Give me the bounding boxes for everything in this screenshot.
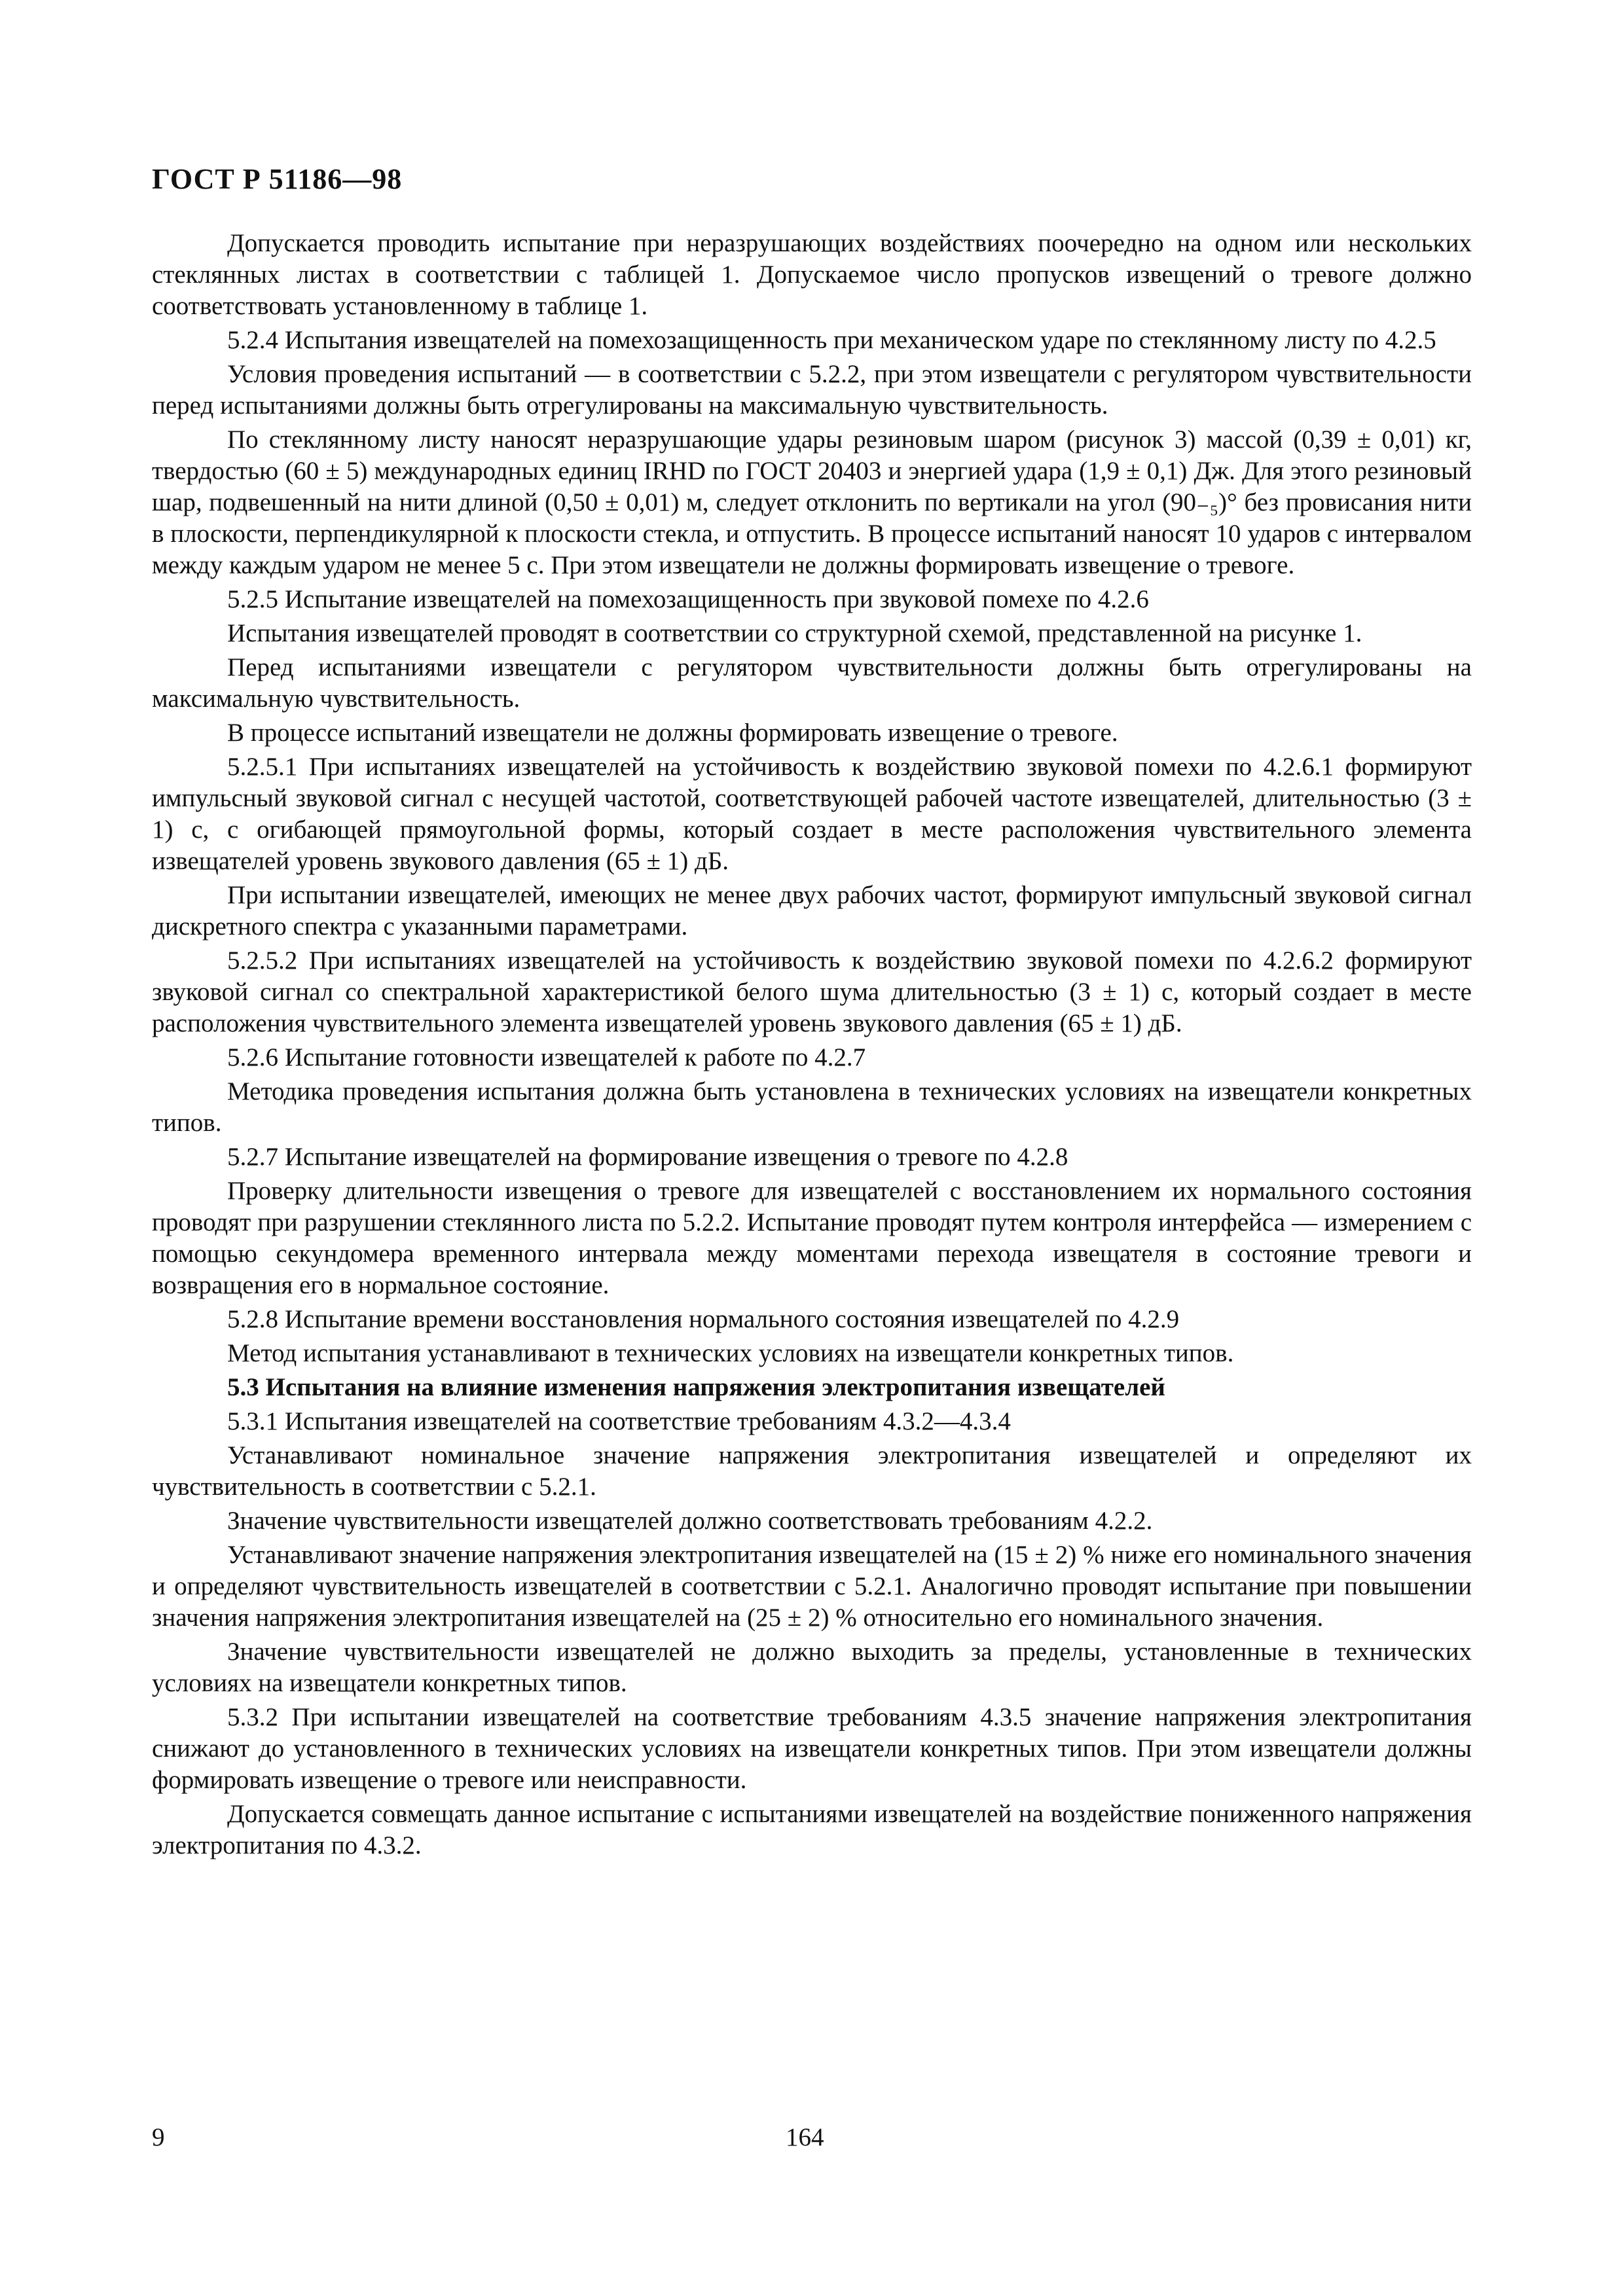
paragraph: Метод испытания устанавливают в технических условиях на извещатели конкретных типов. [227, 1339, 1234, 1367]
paragraph: Перед испытаниями извещатели с регулятором чувствительности должны быть отрегулированы на максимальную чувствительность. [152, 653, 1472, 713]
paragraph: Допускается совмещать данное испытание с испытаниями извещателей на воздействие пониженного напряжения электропитания по 4.3.2. [152, 1800, 1472, 1859]
page-number-center: 164 [786, 2123, 824, 2151]
paragraph: Устанавливают значение напряжения электропитания извещателей на (15 ± 2) % ниже его номинального значения и определяют чувствительность извещателей в соответствии с 5.2.1. Аналогично проводят испытание при повышении значения напряжения электропитания извещателей на (25 ± 2) % относительно его номинального значения. [152, 1541, 1472, 1632]
section-title: 5.3 Испытания на влияние изменения напряжения электропитания извещателей [227, 1373, 1165, 1401]
section-heading: 5.2.5 Испытание извещателей на помехозащищенность при звуковой помехе по 4.2.6 [227, 585, 1149, 613]
section-heading: 5.3.1 Испытания извещателей на соответствие требованиям 4.3.2—4.3.4 [227, 1407, 1011, 1435]
paragraph: Допускается проводить испытание при неразрушающих воздействиях поочередно на одном или нескольких стеклянных листах в соответствии с таблицей 1. Допускаемое число пропусков извещений о тревоге должно соответствовать установленному в таблице 1. [152, 229, 1472, 320]
paragraph: Методика проведения испытания должна быть установлена в технических условиях на извещатели конкретных типов. [152, 1077, 1472, 1137]
section-heading: 5.2.7 Испытание извещателей на формирование извещения о тревоге по 4.2.8 [227, 1143, 1068, 1171]
paragraph: Условия проведения испытаний — в соответствии с 5.2.2, при этом извещатели с регулятором чувствительности перед испытаниями должны быть отрегулированы на максимальную чувствительность. [152, 360, 1472, 420]
paragraph: Значение чувствительности извещателей должно соответствовать требованиям 4.2.2. [227, 1507, 1153, 1535]
section-heading: 5.2.4 Испытания извещателей на помехозащищенность при механическом ударе по стеклянному листу по 4.2.5 [227, 326, 1436, 354]
paragraph: 5.3.2 При испытании извещателей на соответствие требованиям 4.3.5 значение напряжения электропитания снижают до установленного в технических условиях на извещатели конкретных типов. При этом извещатели должны формировать извещение о тревоге или неисправности. [152, 1703, 1472, 1794]
section-heading: 5.2.6 Испытание готовности извещателей к работе по 4.2.7 [227, 1043, 866, 1071]
page-number-left: 9 [152, 2123, 165, 2151]
paragraph: 5.2.5.1 При испытаниях извещателей на устойчивость к воздействию звуковой помехи по 4.2.6.1 формируют импульсный звуковой сигнал с несущей частотой, соответствующей рабочей частоте извещателей, длительностью (3 ± 1) с, с огибающей прямоугольной формы, который создает в месте расположения чувствительного элемента извещателей уровень звукового давления (65 ± 1) дБ. [152, 753, 1472, 875]
paragraph: При испытании извещателей, имеющих не менее двух рабочих частот, формируют импульсный звуковой сигнал дискретного спектра с указанными параметрами. [152, 881, 1472, 941]
paragraph: 5.2.5.2 При испытаниях извещателей на устойчивость к воздействию звуковой помехи по 4.2.6.2 формируют звуковой сигнал со спектральной характеристикой белого шума длительностью (3 ± 1) с, который создает в месте расположения чувствительного элемента извещателей уровень звукового давления (65 ± 1) дБ. [152, 946, 1472, 1037]
paragraph: Проверку длительности извещения о тревоге для извещателей с восстановлением их нормального состояния проводят при разрушении стеклянного листа по 5.2.2. Испытание проводят путем контроля интерфейса — измерением с помощью секундомера временного интервала между моментами перехода извещателя в состояние тревоги и возвращения его в нормальное состояние. [152, 1177, 1472, 1299]
paragraph: Испытания извещателей проводят в соответствии со структурной схемой, представленной на рисунке 1. [227, 619, 1362, 647]
paragraph: По стеклянному листу наносят неразрушающие удары резиновым шаром (рисунок 3) массой (0,39 ± 0,01) кг, твердостью (60 ± 5) международных единиц IRHD по ГОСТ 20403 и энергией удара (1,9 ± 0,1) Дж. Для этого резиновый шар, подвешенный на нити длиной (0,50 ± 0,01) м, следует отклонить по вертикали на угол (90₋₅)° без провисания нити в плоскости, перпендикулярной к плоскости стекла, и отпустить. В процессе испытаний наносят 10 ударов с интервалом между каждым ударом не менее 5 с. При этом извещатели не должны формировать извещение о тревоге. [152, 425, 1472, 579]
document-body [152, 228, 1472, 1864]
section-heading: 5.2.8 Испытание времени восстановления нормального состояния извещателей по 4.2.9 [227, 1305, 1180, 1333]
paragraph: В процессе испытаний извещатели не должны формировать извещение о тревоге. [227, 719, 1118, 747]
paragraph: Устанавливают номинальное значение напряжения электропитания извещателей и определяют их чувствительность в соответствии с 5.2.1. [152, 1441, 1472, 1501]
document-header: ГОСТ Р 51186—98 [152, 163, 403, 195]
paragraph: Значение чувствительности извещателей не должно выходить за пределы, установленные в технических условиях на извещатели конкретных типов. [152, 1638, 1472, 1697]
